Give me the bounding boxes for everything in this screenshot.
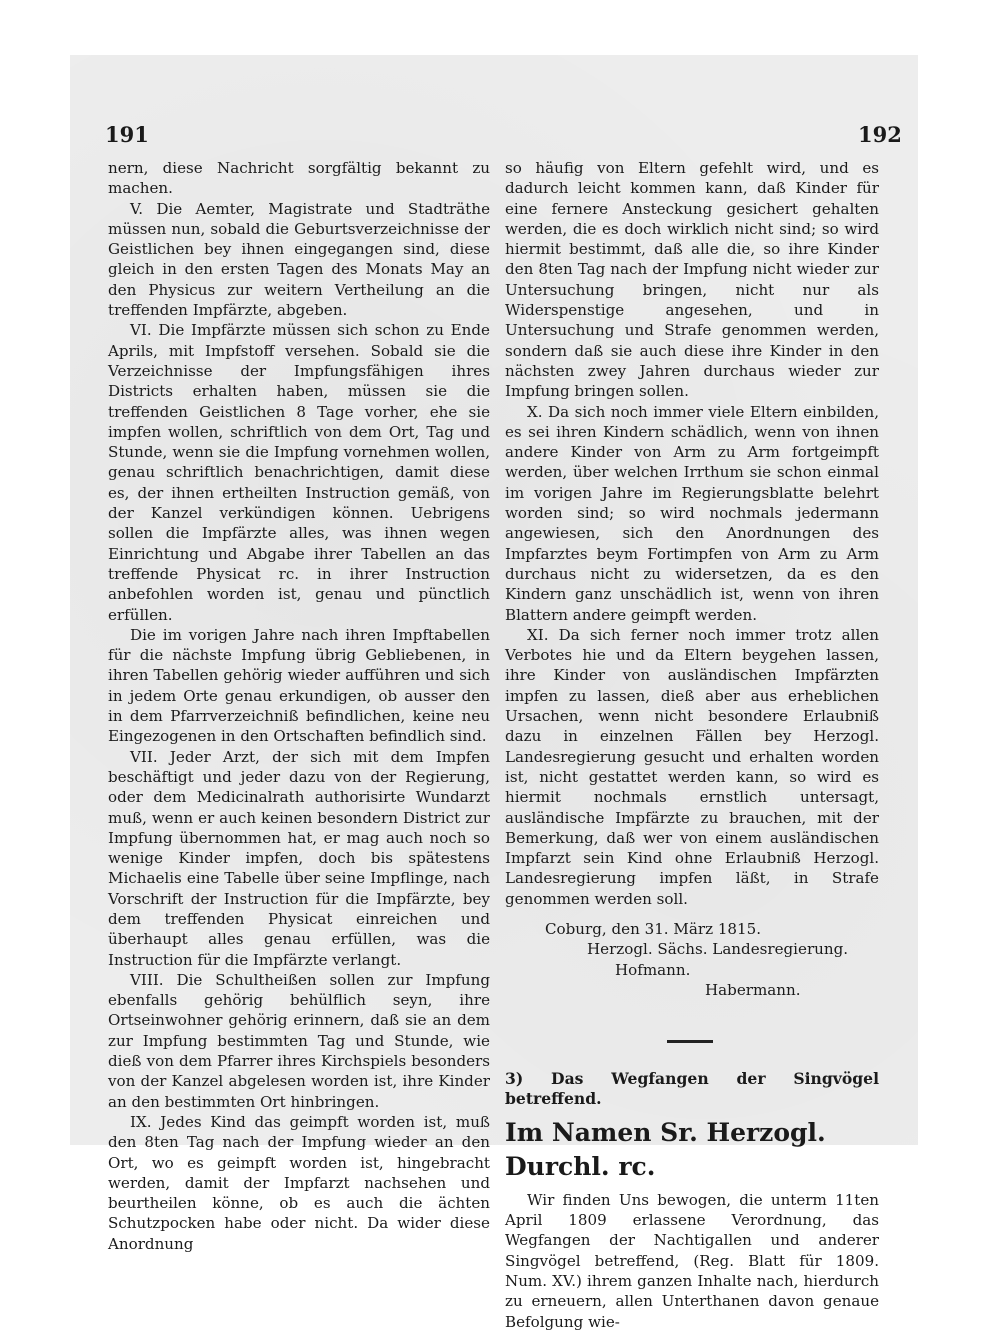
paragraph-v: V. Die Aemter, Magistrate und Stadträthe müssen nun, sobald die Geburtsverzeichnisse der Geistlichen bey ihnen eingegangen sind, diese gleich in den ersten Tagen des Monats May an den Physicus zur weitern Vertheilung an die treffenden Impfärzte, abgeben. [108,199,490,320]
section-divider [667,1040,713,1043]
decree-paragraph: Wir finden Uns bewogen, die unterm 11ten April 1809 erlassene Verordnung, das Wegfangen der Nachtigallen und anderer Singvögel betreffend, (Reg. Blatt für 1809. Num. XV.) ihrem ganzen Inhalte nach, hierdurch zu erneuern, allen Unterthanen davon genaue Befolgung wie- [505,1190,879,1331]
paragraph-ix: IX. Jedes Kind das geimpft worden ist, muß den 8ten Tag nach der Impfung wieder an den Ort, wo es geimpft worden ist, hingebracht werden, damit der Impfarzt nachsehen und beurtheilen könne, ob es auch die ächten Schutzpocken habe oder nicht. Da wider diese Anordnung [108,1112,490,1253]
paragraph-continuation: nern, diese Nachricht sorgfältig bekannt zu machen. [108,159,490,198]
signature-habermann: Habermann. [705,980,801,999]
right-column [505,158,879,1332]
section-heading: 3) Das Wegfangen der Singvögel betreffend. [505,1069,879,1109]
place-date: Coburg, den 31. März 1815. [545,919,762,938]
paragraph-viii: VIII. Die Schultheißen sollen zur Impfung ebenfalls gehörig behülflich seyn, ihre Ortseinwohner gehörig erinnern, daß sie an dem zur Impfung bestimmten Tag und Stunde, wie dieß von dem Pfarrer ihres Kirchspiels besonders von der Kanzel abgelesen worden ist, ihre Kinder an den bestimmten Ort hinbringen. [108,970,490,1111]
paragraph-xi: XI. Da sich ferner noch immer trotz allen Verbotes hie und da Eltern beygehen lassen, ihre Kinder von ausländischen Impfärzten impfen zu lassen, dieß aber aus erheblichen Ursachen, wenn nicht besondere Erlaubniß dazu in einzelnen Fällen bey Herzogl. Landesregierung gesucht und erhalten worden ist, nicht gestattet werden kann, so wird es hiermit nochmals ernstlich untersagt, ausländische Impfärzte zu brauchen, mit der Bemerkung, daß wer von einem ausländischen Impfarzt sein Kind ohne Erlaubniß Herzogl. Landesregierung impfen läßt, in Strafe genommen werden soll. [505,625,879,908]
issuing-authority: Herzogl. Sächs. Landesregierung. [587,940,849,959]
left-column [108,158,490,1254]
paragraph-x: X. Da sich noch immer viele Eltern einbilden, es sei ihren Kindern schädlich, wenn von ihnen andere Kinder von Arm zu Arm fortgeimpft werden, über welchen Irrthum sie schon einmal im vorigen Jahre im Regierungsblatte belehrt worden sind; so wird nochmals jedermann angewiesen, sich den Anordnungen des Impfarztes beym Fortimpfen von Arm zu Arm durchaus nicht zu widersetzen, da es den Kindern ganz unschädlich ist, wenn von ihren Blattern andere geimpft werden. [505,402,879,624]
paragraph-ix-cont: so häufig von Eltern gefehlt wird, und es dadurch leicht kommen kann, daß Kinder für eine fernere Ansteckung gesichert gehalten werden, die es doch wirklich nicht sind; so wird hiermit bestimmt, daß alle die, so ihre Kinder den 8ten Tag nach der Impfung nicht wieder zur Untersuchung bringen, nicht nur als Widerspenstige angesehen, und in Untersuchung und Strafe genommen werden, sondern daß sie auch diese ihre Kinder in den nächsten zwey Jahren durchaus wieder zur Impfung bringen sollen. [505,159,879,401]
decree-heading: Im Namen Sr. Herzogl. Durchl. rc. [505,1117,826,1181]
page-number-right: 192 [858,122,902,147]
paragraph-vi-cont: Die im vorigen Jahre nach ihren Impftabellen für die nächste Impfung übrig Gebliebenen, in ihren Tabellen gehörig wieder aufführen und sich in jedem Orte genau erkundigen, ob ausser den in dem Pfarrverzeichniß befindlichen, keine neu Eingezogenen in den Ortschaften befindlich sind. [108,625,490,746]
paragraph-vii: VII. Jeder Arzt, der sich mit dem Impfen beschäftigt und jeder dazu von der Regierung, oder dem Medicinalrath authorisirte Wundarzt muß, wenn er auch keinen besondern District zur Impfung übernommen hat, er mag auch noch so wenige Kinder impfen, doch bis spätestens Michaelis eine Tabelle über seine Impflinge, nach Vorschrift der Instruction für die Impfärzte, bey dem treffenden Physicat einreichen und überhaupt alles genau erfüllen, was die Instruction für die Impfärzte verlangt. [108,747,490,969]
signature-hofmann: Hofmann. [615,960,691,979]
paragraph-vi: VI. Die Impfärzte müssen sich schon zu Ende Aprils, mit Impfstoff versehen. Sobald sie die Verzeichnisse der Impfungsfähigen ihres Districts erhalten haben, müssen sie die treffenden Geistlichen 8 Tage vorher, ehe sie impfen wollen, schriftlich von dem Ort, Tag und Stunde, wenn sie die Impfung vornehmen wollen, genau schriftlich benachrichtigen, damit diese es, der ihnen ertheilten Instruction gemäß, von der Kanzel verkündigen können. Uebrigens sollen die Impfärzte alles, was ihnen wegen Einrichtung und Abgabe ihrer Tabellen an das treffende Physicat rc. in ihrer Instruction anbefohlen worden ist, genau und pünctlich erfüllen. [108,321,490,624]
page-number-left: 191 [105,122,149,147]
